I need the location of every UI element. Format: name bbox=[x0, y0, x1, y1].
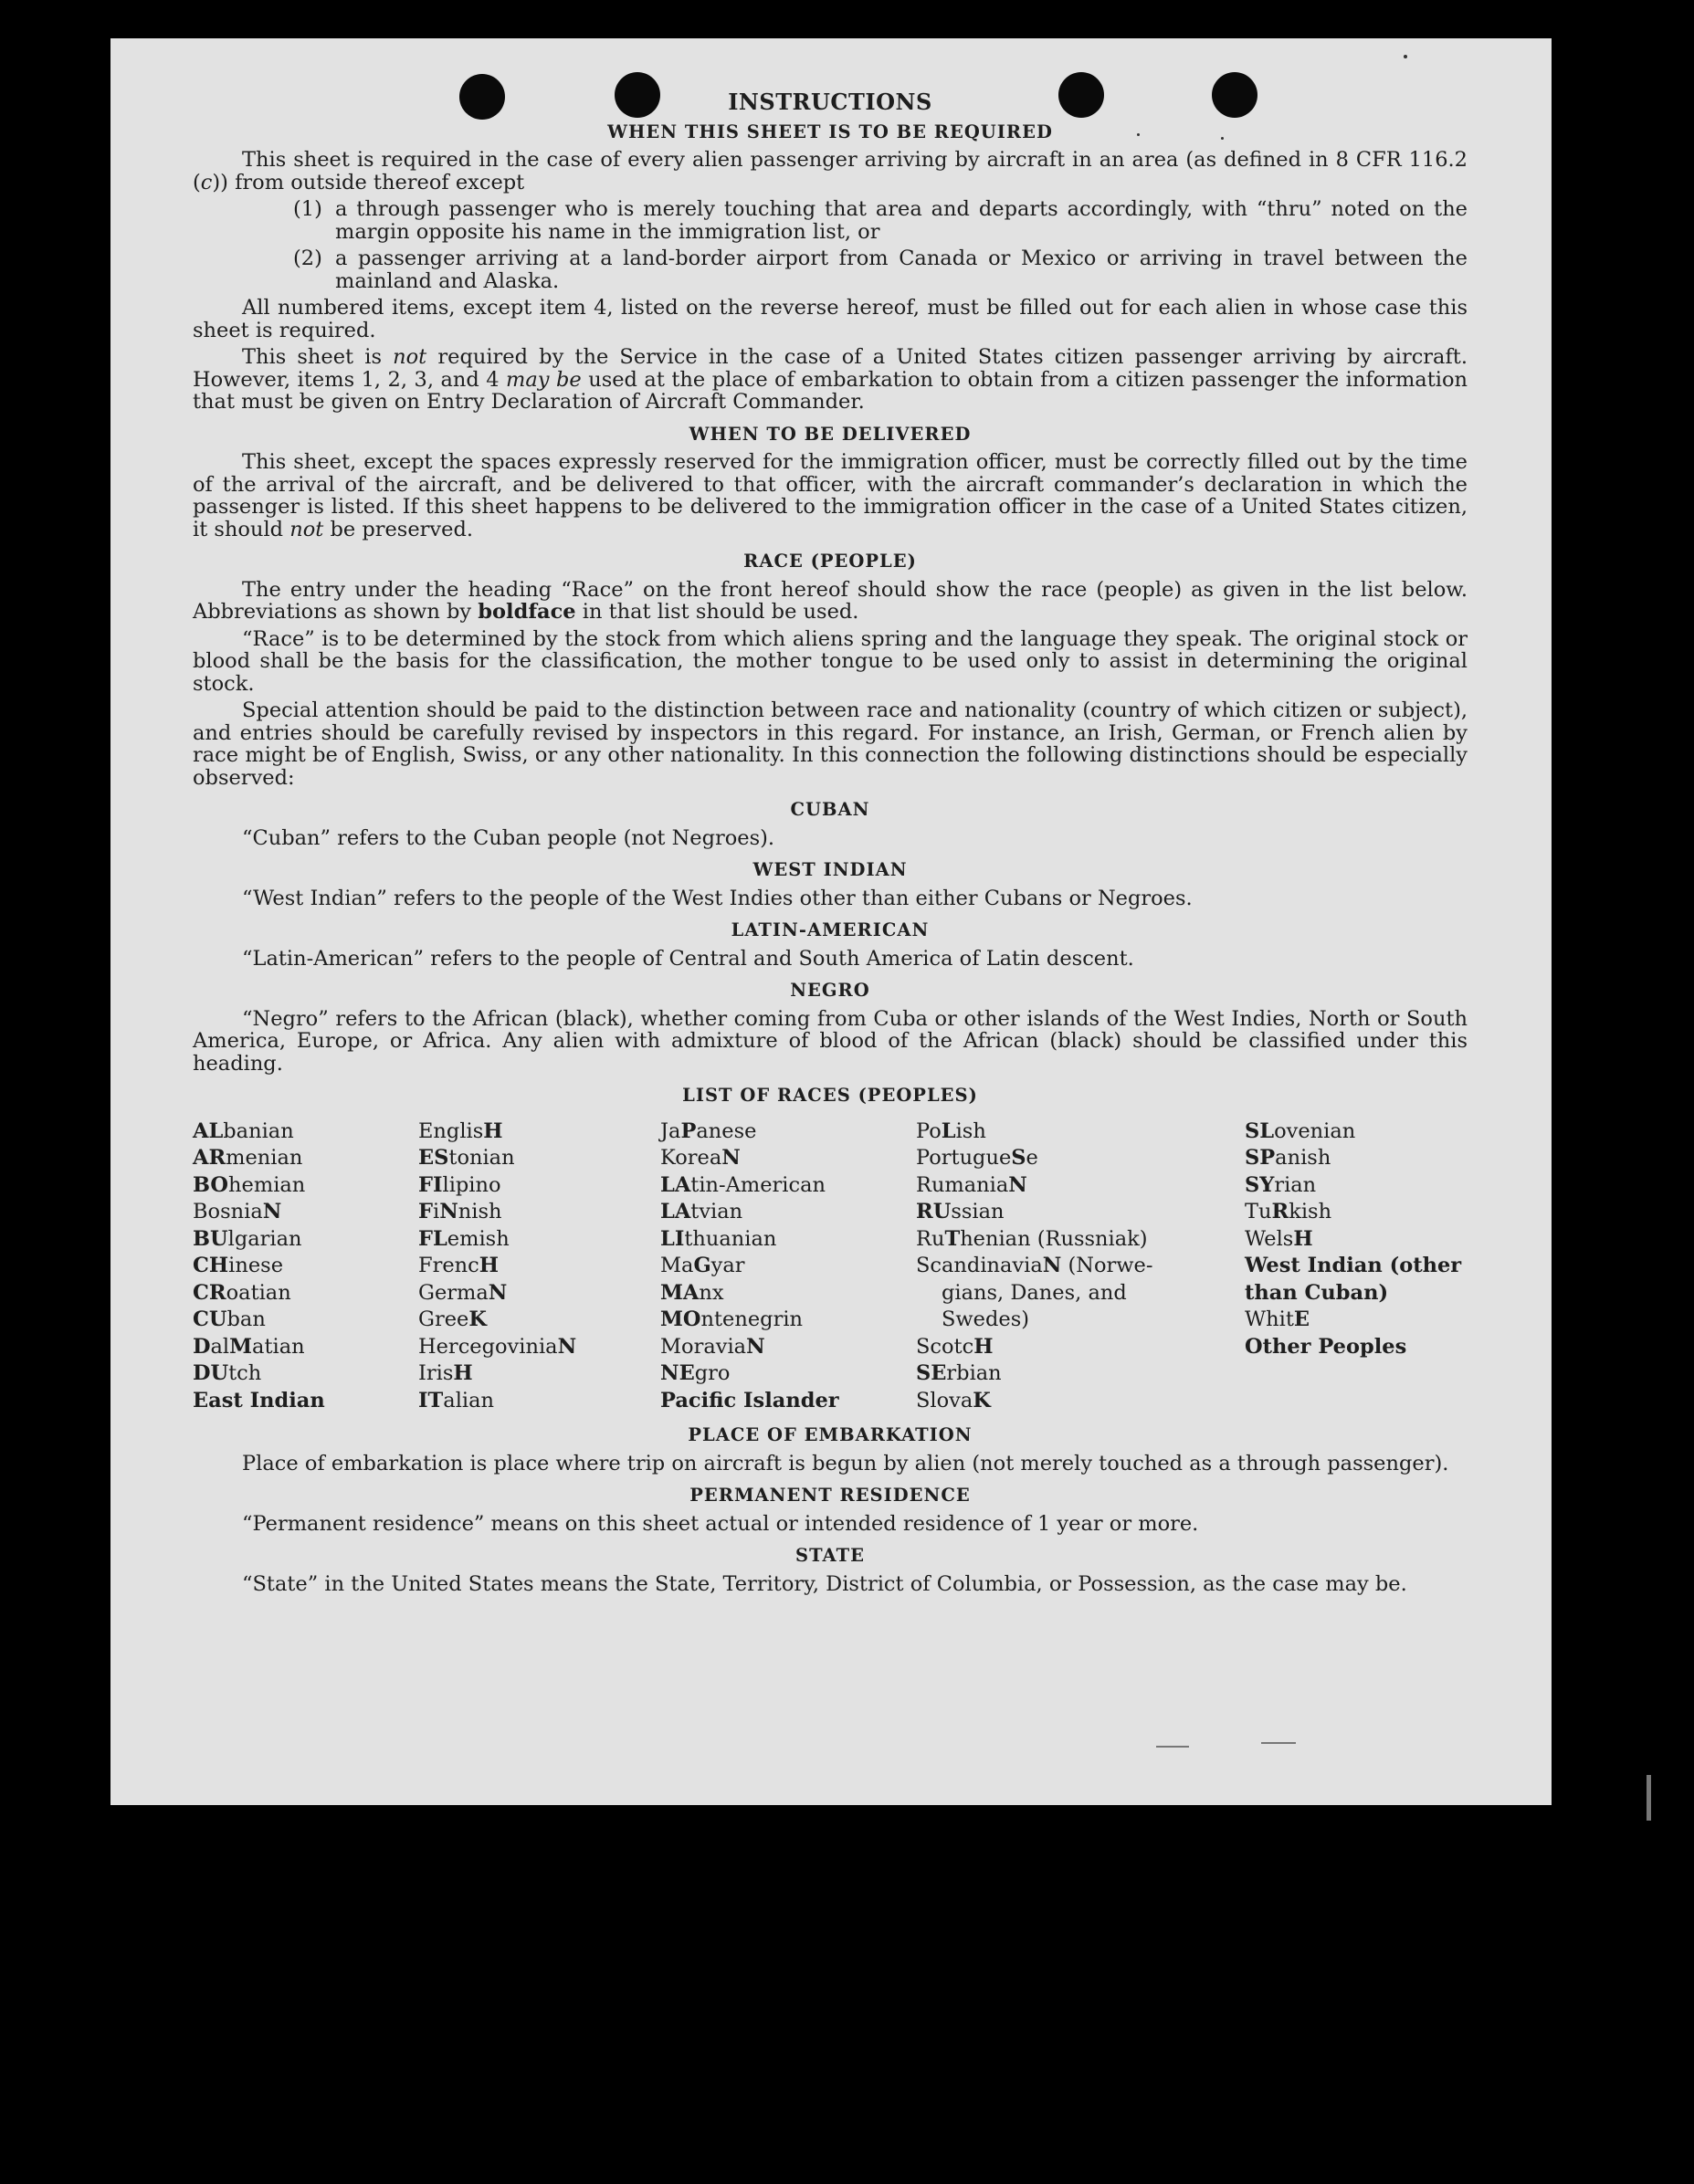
paragraph: “Race” is to be determined by the stock from which aliens spring and the language they speak. The original stock or blood shall be the basis for the classification, the mother tongue to be used only to assist in determining the original stock. bbox=[193, 626, 1468, 696]
race-entry: LIthuanian bbox=[660, 1226, 777, 1251]
race-list bbox=[193, 1118, 1468, 1415]
race-entry: IrisH bbox=[418, 1361, 473, 1385]
page-title: INSTRUCTIONS bbox=[728, 89, 932, 115]
race-entry: than Cuban) bbox=[1245, 1280, 1389, 1305]
speck bbox=[1404, 55, 1407, 58]
pencil-stroke bbox=[1261, 1742, 1296, 1744]
race-entry: ALbanian bbox=[193, 1118, 294, 1143]
section-heading: CUBAN bbox=[790, 799, 870, 820]
paragraph: “Negro” refers to the African (black), whether coming from Cuba or other islands of the West Indies, North or South America, Europe, or Africa. Any alien with admixture of blood of the African (black) should be classified under this heading. bbox=[193, 1006, 1468, 1076]
race-entry: FrencH bbox=[418, 1254, 500, 1277]
race-entry: SlovaK bbox=[916, 1388, 991, 1412]
list-item: (1) a through passenger who is merely touching that area and departs accordingly, with “thru” noted on the margin opposite his name in the immigration list, or bbox=[293, 197, 1468, 244]
race-entry: ScandinaviaN (Norwe- bbox=[916, 1254, 1153, 1277]
race-entry: BosniaN bbox=[193, 1200, 282, 1223]
paragraph: This sheet is required in the case of every alien passenger arriving by aircraft in an area (as defined in 8 CFR 116.2 (c)) from outside thereof except bbox=[193, 148, 1468, 194]
race-entry: SPanish bbox=[1245, 1146, 1331, 1170]
race-entry: KoreaN bbox=[660, 1146, 741, 1170]
race-column bbox=[916, 1118, 1245, 1415]
race-column bbox=[660, 1118, 916, 1415]
race-entry: SLovenian bbox=[1245, 1118, 1356, 1143]
race-entry: EnglisH bbox=[418, 1118, 503, 1143]
paragraph: This sheet, except the spaces expressly reserved for the immigration officer, must be correctly filled out by the time of the arrival of the aircraft, and be delivered to that officer, with the aircraft commander’s declaration in which the passenger is listed. If this sheet happens to be delivered to the immigration officer in the case of a United States citizen, it should not be preserved. bbox=[193, 450, 1468, 541]
race-entry: ITalian bbox=[418, 1388, 494, 1412]
race-entry: East Indian bbox=[193, 1388, 325, 1412]
paragraph: This sheet is not required by the Service in the case of a United States citizen passenger arriving by aircraft. However, items 1, 2, 3, and 4 may be used at the place of embarkation to obtain from a citizen passenger the information that must be given on Entry Declaration of Aircraft Commander. bbox=[193, 345, 1468, 414]
race-entry: Pacific Islander bbox=[660, 1388, 839, 1412]
instructions-body bbox=[193, 91, 1468, 1600]
race-entry: TuRkish bbox=[1245, 1200, 1332, 1223]
paragraph: “State” in the United States means the State, Territory, District of Columbia, or Possession, as the case may be. bbox=[242, 1571, 1407, 1596]
race-entry: BUlgarian bbox=[193, 1226, 302, 1251]
race-entry: WelsH bbox=[1245, 1226, 1313, 1251]
race-entry: CHinese bbox=[193, 1254, 284, 1277]
section-heading: PERMANENT RESIDENCE bbox=[689, 1485, 971, 1506]
race-entry: gians, Danes, and bbox=[942, 1280, 1127, 1305]
race-entry: RumaniaN bbox=[916, 1172, 1027, 1197]
race-entry: SErbian bbox=[916, 1361, 1002, 1385]
race-entry: RUssian bbox=[916, 1200, 1005, 1223]
race-entry: ARmenian bbox=[193, 1146, 303, 1170]
race-column bbox=[193, 1118, 418, 1415]
race-entry: PoLish bbox=[916, 1118, 986, 1143]
section-heading: WHEN THIS SHEET IS TO BE REQUIRED bbox=[607, 121, 1053, 142]
race-column bbox=[418, 1118, 660, 1415]
race-entry: DUtch bbox=[193, 1361, 262, 1385]
race-entry: FiNnish bbox=[418, 1200, 502, 1223]
list-item: (2) a passenger arriving at a land-border airport from Canada or Mexico or arriving in travel between the mainland and Alaska. bbox=[293, 247, 1468, 293]
section-heading: LIST OF RACES (PEOPLES) bbox=[682, 1085, 978, 1106]
race-entry: West Indian (other bbox=[1245, 1254, 1462, 1277]
race-entry: WhitE bbox=[1245, 1307, 1310, 1331]
race-entry: FIlipino bbox=[418, 1172, 501, 1197]
document-page bbox=[110, 38, 1552, 1805]
race-entry: DalMatian bbox=[193, 1334, 305, 1359]
race-entry: LAtin-American bbox=[660, 1172, 826, 1197]
race-entry: MOntenegrin bbox=[660, 1307, 804, 1331]
race-entry: EStonian bbox=[418, 1146, 515, 1170]
paragraph: “Permanent residence” means on this sheet actual or intended residence of 1 year or more. bbox=[242, 1511, 1199, 1536]
paragraph: Place of embarkation is place where trip on aircraft is begun by alien (not merely touched as a through passenger). bbox=[242, 1451, 1449, 1475]
section-heading: STATE bbox=[795, 1545, 865, 1566]
race-entry: CUban bbox=[193, 1307, 266, 1331]
edge-mark bbox=[1647, 1775, 1651, 1821]
race-entry: NEgro bbox=[660, 1361, 731, 1385]
race-entry: GreeK bbox=[418, 1307, 487, 1331]
section-heading: WHEN TO BE DELIVERED bbox=[689, 423, 972, 445]
race-entry: Swedes) bbox=[942, 1307, 1030, 1331]
paragraph: “Latin-American” refers to the people of Central and South America of Latin descent. bbox=[242, 946, 1134, 971]
paragraph: The entry under the heading “Race” on the front hereof should show the race (people) as given in the list below. Abbreviations as shown by boldface in that list should be used. bbox=[193, 577, 1468, 624]
race-entry: SYrian bbox=[1245, 1172, 1317, 1197]
race-entry: HercegoviniaN bbox=[418, 1334, 577, 1359]
paragraph: “Cuban” refers to the Cuban people (not Negroes). bbox=[242, 825, 775, 850]
section-heading: WEST INDIAN bbox=[752, 859, 908, 880]
paragraph: “West Indian” refers to the people of the West Indies other than either Cubans or Negroes. bbox=[242, 886, 1193, 910]
race-entry: ScotcH bbox=[916, 1334, 994, 1359]
race-entry: MAnx bbox=[660, 1280, 724, 1305]
section-heading: LATIN-AMERICAN bbox=[731, 919, 930, 940]
paragraph: Special attention should be paid to the distinction between race and nationality (country of which citizen or subject), and entries should be carefully revised by inspectors in this regard. For instance, an Irish, German, or French alien by race might be of English, Swiss, or any other nationality. In this connection the following distinctions should be especially observed: bbox=[193, 698, 1468, 790]
race-column bbox=[1245, 1118, 1468, 1415]
section-heading: PLACE OF EMBARKATION bbox=[688, 1424, 973, 1445]
race-entry: FLemish bbox=[418, 1226, 510, 1251]
race-entry: BOhemian bbox=[193, 1172, 306, 1197]
race-entry: RuThenian (Russniak) bbox=[916, 1226, 1148, 1251]
section-heading: RACE (PEOPLE) bbox=[743, 551, 917, 572]
race-entry: MaGyar bbox=[660, 1254, 745, 1277]
race-entry: Other Peoples bbox=[1245, 1334, 1407, 1359]
race-entry: LAtvian bbox=[660, 1200, 743, 1223]
paragraph: All numbered items, except item 4, listed on the reverse hereof, must be filled out for each alien in whose case this sheet is required. bbox=[193, 296, 1468, 342]
race-entry: GermaN bbox=[418, 1280, 508, 1305]
pencil-stroke bbox=[1156, 1746, 1189, 1748]
section-heading: NEGRO bbox=[790, 980, 870, 1001]
race-entry: JaPanese bbox=[660, 1118, 757, 1143]
race-entry: CRoatian bbox=[193, 1280, 291, 1305]
race-entry: MoraviaN bbox=[660, 1334, 765, 1359]
race-entry: PortugueSe bbox=[916, 1146, 1038, 1170]
